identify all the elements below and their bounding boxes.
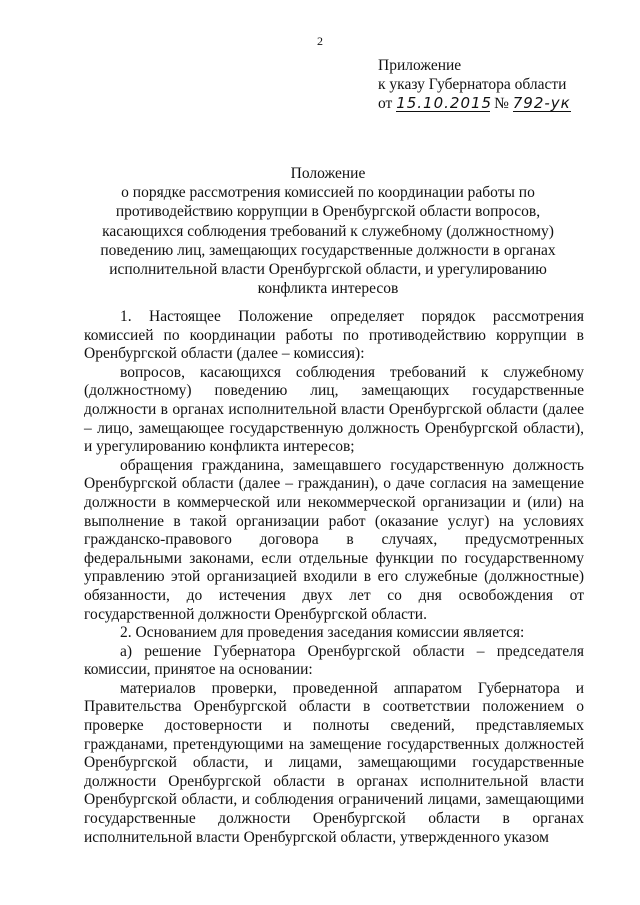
- page-number: 2: [317, 34, 323, 48]
- appendix-decree-ref: к указу Губернатора области: [378, 76, 567, 93]
- handwritten-number: 792-ук: [512, 94, 571, 112]
- number-label: №: [494, 95, 509, 112]
- appendix-header: [378, 56, 571, 113]
- title-subtitle: о порядке рассмотрения комиссией по координации работы по противодействию коррупции в Оренбургской области вопросов, касающихся соблюдения требований к служебному (должностному) поведению лиц, замещающих государственные должности в органах исполнительной власти Оренбургской области, и урегулированию конфликта интересов: [100, 184, 556, 298]
- paragraph-4: 2. Основанием для проведения заседания комиссии является:: [120, 624, 525, 642]
- handwritten-date: 15.10.2015: [396, 94, 493, 112]
- paragraph-3: обращения гражданина, замещавшего государственную должность Оренбургской области (далее – гражданин), о даче согласия на замещение должности в коммерческой или некоммерческой организации и (или) на выполнение в такой организации работ (оказание услуг) на условиях гражданско-правового договора в случаях, предусмотренных федеральными законами, если отдельные функции по государственному управлению этой организацией входили в его служебные (должностные) обязанности, до истечения двух лет со дня освобождения от государственной должности Оренбургской области.: [84, 456, 584, 623]
- appendix-date-line: [378, 94, 571, 113]
- document-title: [80, 164, 576, 298]
- paragraph-5: а) решение Губернатора Оренбургской области – председателя комиссии, принятое на основании:: [84, 642, 584, 679]
- appendix-label: Приложение: [378, 57, 462, 74]
- paragraph-1: 1. Настоящее Положение определяет порядок рассмотрения комиссией по координации работы по противодействию коррупции в Оренбургской области (далее – комиссия):: [84, 308, 584, 363]
- paragraph-6: материалов проверки, проведенной аппаратом Губернатора и Правительства Оренбургской области в соответствии положением о проверке достоверности и полноты сведений, представляемых гражданами, претендующими на замещение государственных должностей Оренбургской области, и лицами, замещающими государственные должности Оренбургской области в органах исполнительной власти Оренбургской области, и соблюдения ограничений лицами, замещающими государственные должности Оренбургской области в органах исполнительной власти Оренбургской области, утвержденного указом: [84, 679, 584, 846]
- from-label: от: [378, 95, 393, 112]
- title-heading: Положение: [290, 165, 366, 182]
- paragraph-2: вопросов, касающихся соблюдения требований к служебному (должностному) поведению лиц, замещающих государственные должности в органах исполнительной власти Оренбургской области (далее – лицо, замещающее государственную должность Оренбургской области), и урегулированию конфликта интересов;: [84, 363, 584, 456]
- document-body: [84, 308, 584, 847]
